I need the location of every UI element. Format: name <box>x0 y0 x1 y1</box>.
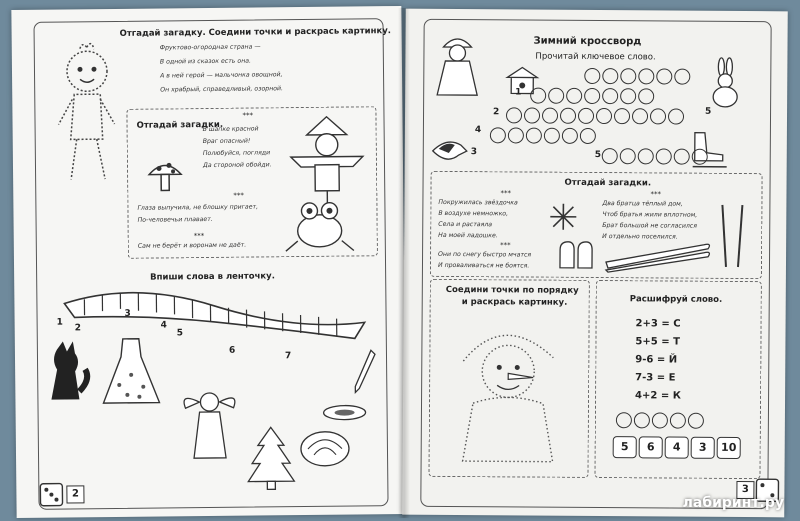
riddle-line: Села и растаяла <box>438 220 493 229</box>
ribbon-number: 2 <box>74 323 82 334</box>
riddle-line: Он храбрый, справедливый, озорной. <box>160 85 284 94</box>
code-box: 3 <box>691 437 715 459</box>
bullfinch-illustration <box>429 133 469 169</box>
ribbon-title: Впиши слова в ленточку. <box>150 271 275 283</box>
crossword-row <box>601 148 709 169</box>
equation: 2+3 = С <box>635 318 681 330</box>
ribbon-number: 1 <box>56 317 63 328</box>
riddle-line: В шапке красной <box>202 125 259 134</box>
book-gutter <box>398 8 410 518</box>
ribbon-number: 4 <box>160 320 167 331</box>
onion-boy-dots-illustration <box>52 39 124 190</box>
crossword-row <box>529 88 655 109</box>
ribbon-number: 3 <box>124 308 131 319</box>
code-box: 10 <box>717 437 741 459</box>
page-number: 3 <box>736 481 754 499</box>
dice-icon <box>38 482 64 508</box>
riddle-line: Чтоб братья жили вплотном, <box>602 211 698 219</box>
pencil-illustration <box>353 348 377 394</box>
riddle-line: И отдельно поселился. <box>602 233 678 241</box>
cabbage-illustration <box>298 425 352 470</box>
riddle-line: По-человечьи плавает. <box>137 215 213 224</box>
crossword-number: 1 <box>515 87 522 98</box>
crossword-row <box>505 107 685 128</box>
angel-illustration <box>179 388 240 465</box>
riddle-line: А в ней герой — мальчонка овощной, <box>160 71 283 80</box>
frog-illustration <box>283 196 356 253</box>
riddle-line: Покружилась звёздочка <box>438 198 518 207</box>
crossword-title: Зимний кроссворд <box>533 35 642 48</box>
plate-illustration <box>321 402 367 422</box>
crossword-number: 5 <box>705 106 712 117</box>
fox-illustration <box>41 339 92 406</box>
decode-title: Расшифруй слово. <box>629 294 723 305</box>
riddle-line: Да стороной обойди. <box>202 161 272 170</box>
ribbon-number: 6 <box>228 345 236 356</box>
stars: *** <box>500 189 512 198</box>
riddle-line: Глаза выпучила, не блошку пригает, <box>137 203 259 212</box>
watermark: лабиринт.ру <box>682 495 784 511</box>
left-page <box>11 6 406 518</box>
rabbit-illustration <box>705 61 743 109</box>
riddle-line: Они по снегу быстро мчатся <box>438 250 532 259</box>
ski-poles-illustration <box>714 201 754 271</box>
code-box: 6 <box>639 436 663 458</box>
mushroom-illustration <box>145 156 185 196</box>
equation: 5+5 = Т <box>635 336 680 348</box>
riddle-line: Два братца тёплый дом, <box>602 200 683 208</box>
crossword-subtitle: Прочитай ключевое слово. <box>535 51 656 63</box>
equation: 4+2 = К <box>635 390 681 402</box>
stars: *** <box>500 241 511 250</box>
page-number: 2 <box>66 485 84 503</box>
stars: *** <box>242 111 254 120</box>
riddle-line: На моей ладошке. <box>438 231 498 240</box>
equation: 7-3 = Е <box>635 372 676 384</box>
riddle-line: Фруктово-огородная страна — <box>159 43 261 52</box>
riddles-box-title: Отгадай загадки. <box>136 119 224 131</box>
dots-title: и раскрась картинку. <box>461 297 568 308</box>
equation: 9-6 = Й <box>635 354 678 366</box>
crossword-number: 2 <box>493 107 500 118</box>
crossword-number: 5 <box>594 149 602 161</box>
riddles-box-title: Отгадай загадки. <box>564 177 652 189</box>
crossword-number: 3 <box>470 147 478 158</box>
riddle-line: Брат большой не согласился <box>602 222 697 230</box>
riddle-line: Полюбуйся, погляди <box>202 149 271 158</box>
ribbon-number: 5 <box>176 328 184 339</box>
riddle-line: В одной из сказок есть она. <box>159 57 252 66</box>
crossword-row <box>489 127 597 148</box>
dress-illustration <box>99 334 164 407</box>
dots-title: Соедини точки по порядку <box>445 284 579 296</box>
answer-row <box>615 412 705 433</box>
stars: *** <box>193 232 205 241</box>
ribbon-number: 7 <box>284 351 292 362</box>
skis-illustration <box>604 238 714 273</box>
stars: *** <box>650 190 662 199</box>
riddle-line: В воздухе немножко, <box>438 209 509 218</box>
crossword-row <box>583 68 691 89</box>
stars: *** <box>233 191 244 200</box>
riddle-line: Враг опасный! <box>202 137 251 146</box>
code-box: 5 <box>613 436 637 458</box>
code-box: 4 <box>665 436 689 458</box>
mittens-illustration <box>556 242 596 272</box>
riddle-line: Сам не берёт и воронам не даёт. <box>137 241 247 250</box>
snow-maiden-illustration <box>431 35 483 97</box>
riddle-title: Отгадай загадку. Соедини точки и раскрась картинку. <box>119 26 392 39</box>
fir-tree-illustration <box>248 425 295 491</box>
crossword-number: 4 <box>474 125 482 136</box>
snowman-dots-illustration <box>443 311 574 472</box>
right-page <box>402 9 788 518</box>
snowflake-icon <box>548 202 578 232</box>
riddle-line: И проваливаться не боятся. <box>437 261 530 270</box>
